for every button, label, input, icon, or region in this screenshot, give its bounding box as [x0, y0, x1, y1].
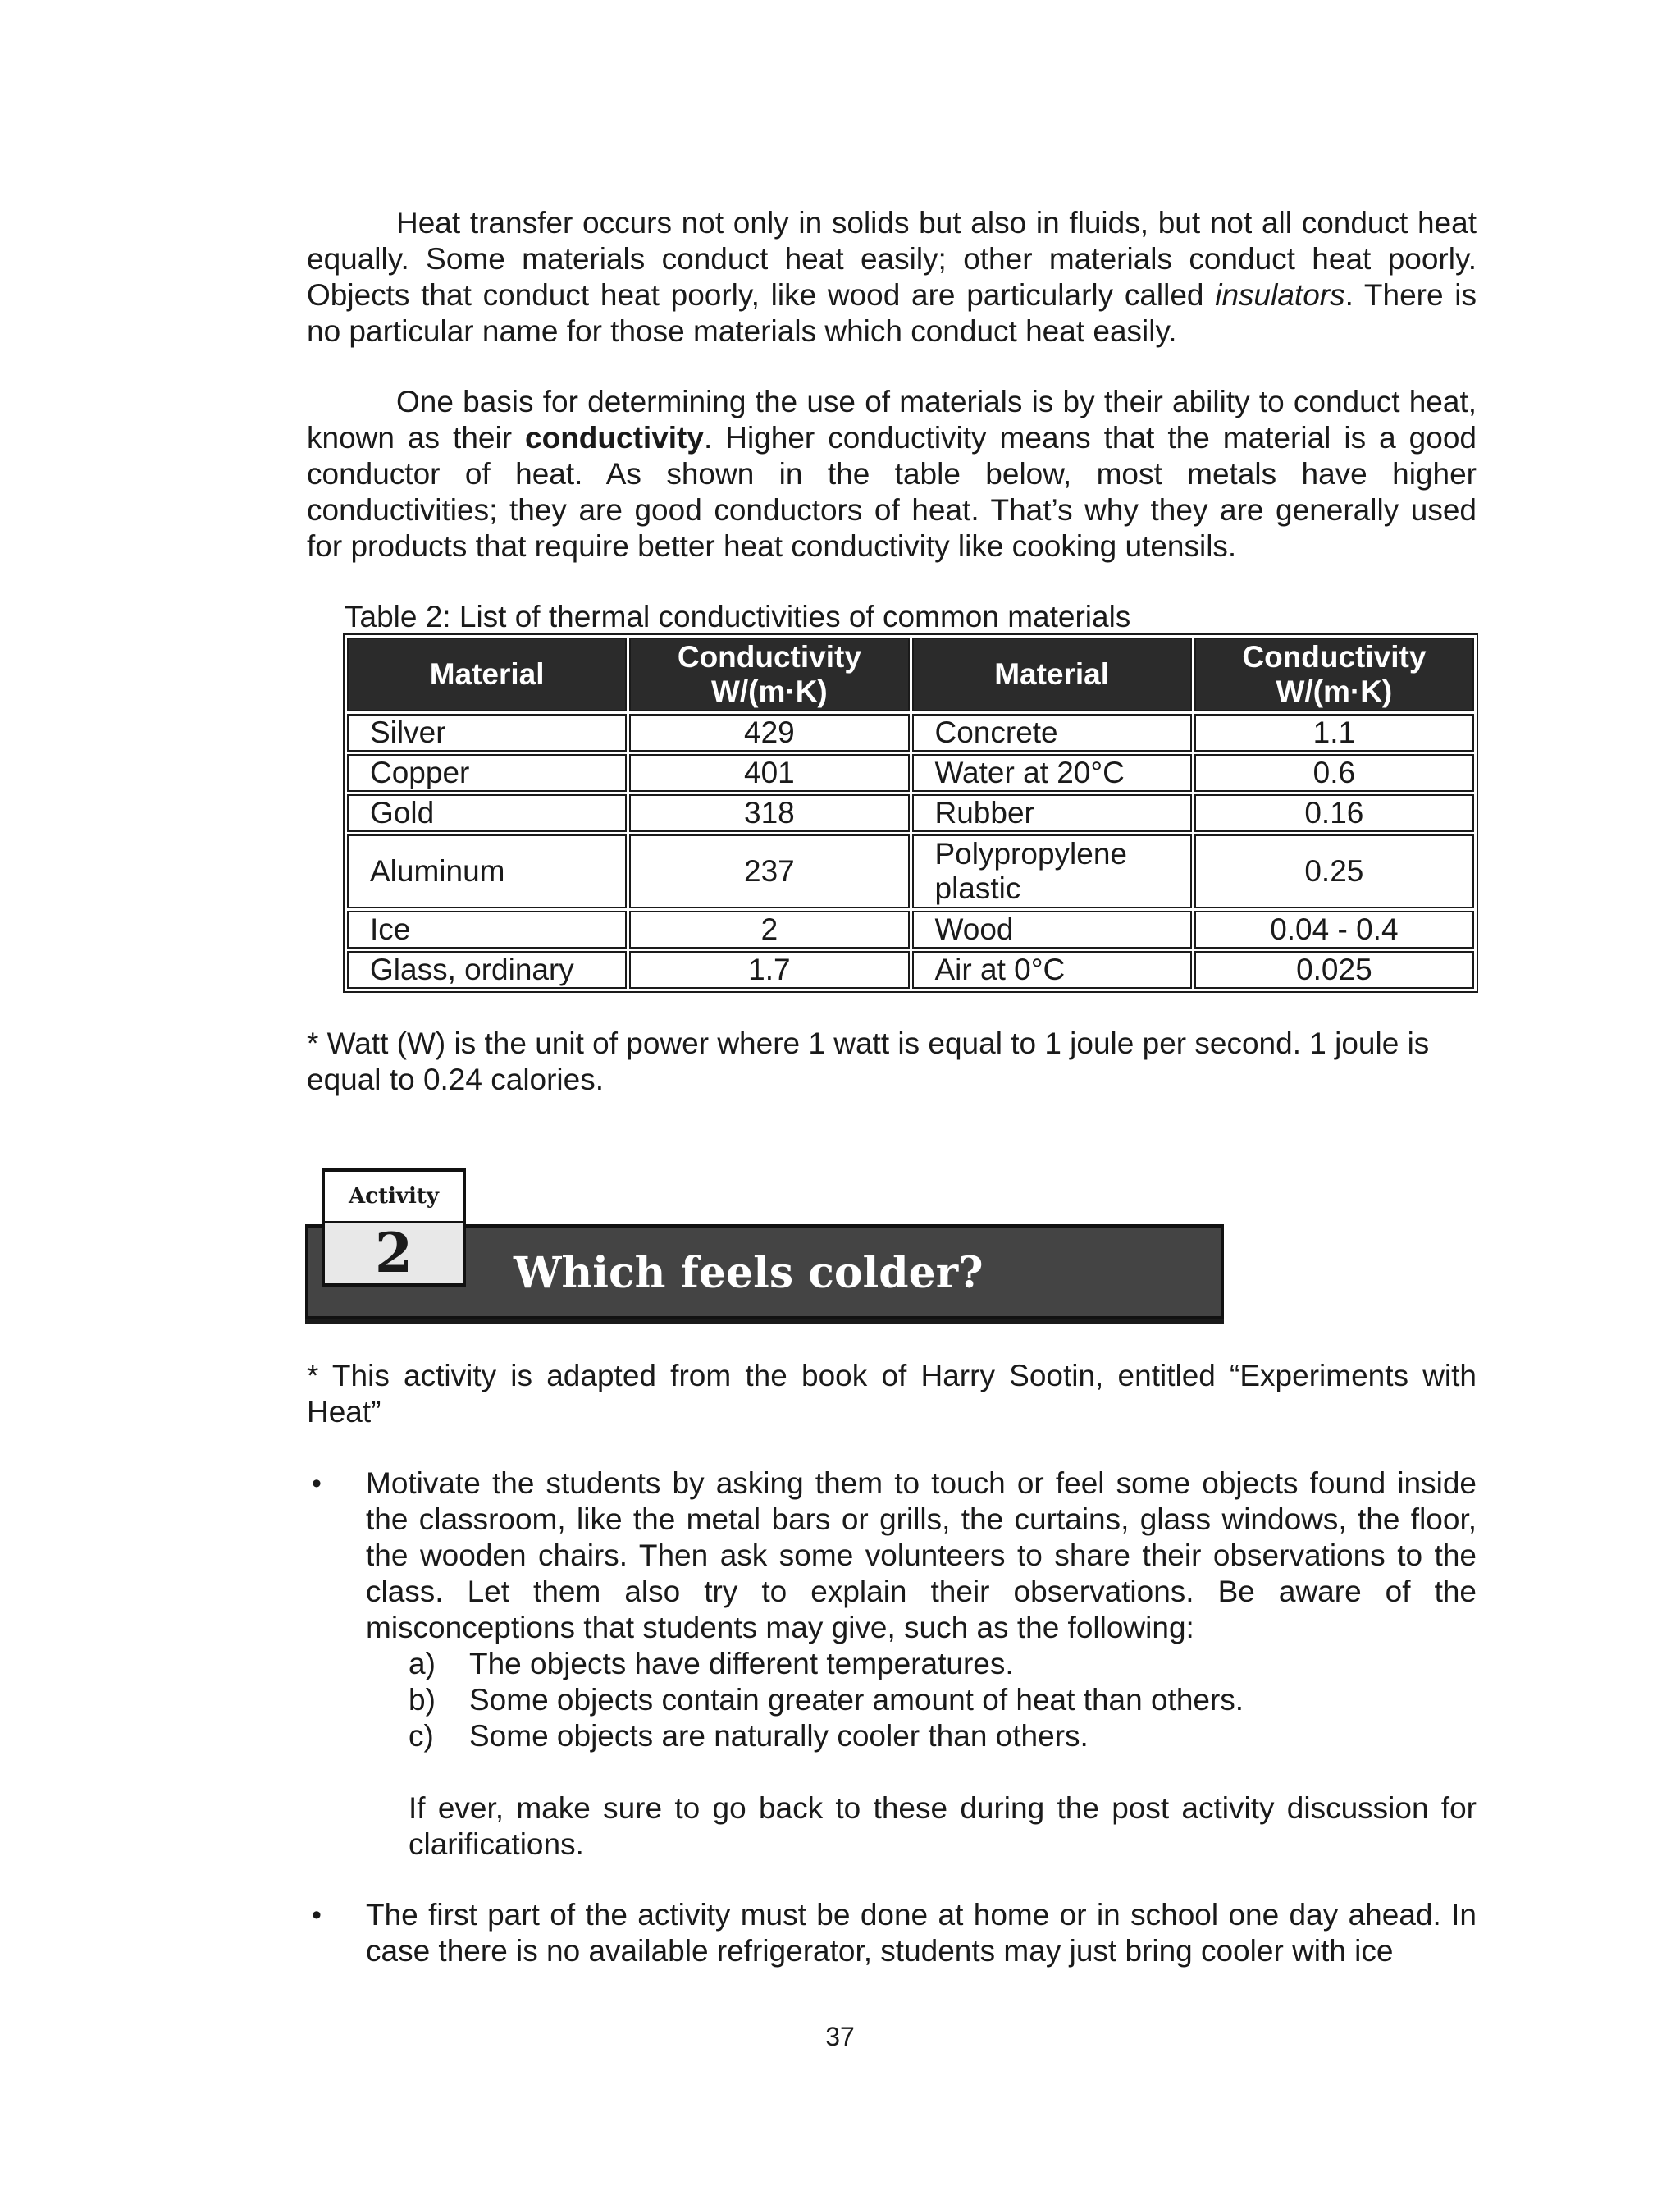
- conductivity-text-part2: . Higher conductivity means that the material is a good conductor of heat. As shown in the table below, most metals have higher conductivities; they are good conductors of heat. That’s why they are generally used for products that require better heat conductivity like cooking utensils.: [307, 421, 1477, 563]
- conductivity-cell: 318: [629, 794, 909, 832]
- table-row: [347, 911, 1474, 949]
- list-item-label: b): [409, 1683, 436, 1717]
- material-cell: Air at 0°C: [912, 951, 1192, 989]
- conductivity-cell: 0.04 - 0.4: [1194, 911, 1474, 949]
- conductivity-cell: 1.7: [629, 951, 909, 989]
- table-row: [347, 714, 1474, 752]
- material-cell: Concrete: [912, 714, 1192, 752]
- material-cell: Rubber: [912, 794, 1192, 832]
- list-item: [366, 1718, 1477, 1754]
- material-cell: [912, 834, 1192, 908]
- bullet-text: The first part of the activity must be done at home or in school one day ahead. In case there is no available refrigerator, students may just bring cooler with ice: [366, 1898, 1477, 1968]
- watt-footnote: * Watt (W) is the unit of power where 1 watt is equal to 1 joule per second. 1 joule is equal to 0.24 calories.: [307, 1026, 1430, 1096]
- conductivity-term: conductivity: [525, 421, 704, 455]
- table-row: [347, 794, 1474, 832]
- conductivity-cell: 429: [629, 714, 909, 752]
- adapted-note: * This activity is adapted from the book of Harry Sootin, entitled “Experiments with Heat”: [307, 1359, 1477, 1429]
- conductivity-cell: 0.025: [1194, 951, 1474, 989]
- material-cell: Ice: [347, 911, 627, 949]
- header-conductivity-2: [1194, 638, 1474, 711]
- material-cell: Glass, ordinary: [347, 951, 627, 989]
- list-item: [366, 1682, 1477, 1718]
- material-cell: Water at 20°C: [912, 754, 1192, 792]
- activity-banner: [305, 1168, 1227, 1324]
- list-item-label: c): [409, 1719, 434, 1753]
- list-item-label: a): [409, 1647, 436, 1680]
- activity-number: 2: [375, 1221, 413, 1285]
- conductivity-paragraph: [307, 384, 1477, 565]
- material-line-1: Polypropylene: [934, 837, 1127, 871]
- header-material-2: Material: [912, 638, 1192, 711]
- conductivity-cell: 0.6: [1194, 754, 1474, 792]
- activity-label: Activity: [325, 1172, 463, 1223]
- activity-number-box: [322, 1168, 466, 1287]
- discussion-note: If ever, make sure to go back to these during the post activity discussion for clarifications.: [409, 1791, 1477, 1861]
- header-conductivity-label: Conductivity: [1242, 640, 1427, 674]
- conductivity-cell: 401: [629, 754, 909, 792]
- bullet-text: Motivate the students by asking them to touch or feel some objects found inside the classroom, like the metal bars or grills, the curtains, glass windows, the floor, the wooden chairs. Then ask some volunteers to share their observations to the class. Let them also try to explain their observations. Be aware of the misconceptions that students may give, such as the following:: [366, 1466, 1477, 1644]
- material-cell: Wood: [912, 911, 1192, 949]
- intro-paragraph: [307, 205, 1477, 350]
- header-conductivity-label: Conductivity: [677, 640, 861, 674]
- bullet-item: [307, 1897, 1477, 1969]
- conductivity-text-part1: One basis for determining the use of materials is by their ability to conduct heat, known as their: [307, 385, 1477, 455]
- header-material-1: Material: [347, 638, 627, 711]
- bullet-icon: •: [312, 1468, 322, 1499]
- intro-text-part1: Heat transfer occurs not only in solids but also in fluids, but not all conduct heat equally. Some materials conduct heat easily; other materials conduct heat poorly. Objects that conduct heat poorly, like wood are particularly called: [307, 206, 1477, 312]
- list-item-text: The objects have different temperatures.: [469, 1647, 1014, 1680]
- header-conductivity-unit: W/(m·K): [1276, 674, 1393, 708]
- activity-title: Which feels colder?: [514, 1248, 984, 1298]
- table-row: [347, 834, 1474, 908]
- conductivity-cell: 0.16: [1194, 794, 1474, 832]
- conductivity-cell: 0.25: [1194, 834, 1474, 908]
- page-number: 37: [825, 2022, 855, 2051]
- insulators-term: insulators: [1215, 278, 1345, 312]
- bullet-item: [307, 1465, 1477, 1863]
- conductivity-table: [343, 633, 1478, 993]
- material-cell: Copper: [347, 754, 627, 792]
- table-caption: Table 2: List of thermal conductivities of common materials: [345, 600, 1131, 633]
- conductivity-cell: 1.1: [1194, 714, 1474, 752]
- conductivity-cell: 237: [629, 834, 909, 908]
- material-cell: Silver: [347, 714, 627, 752]
- misconception-list: [366, 1646, 1477, 1754]
- conductivity-cell: 2: [629, 911, 909, 949]
- intro-text-part2: . There is no particular name for those materials which conduct heat easily.: [307, 278, 1477, 348]
- list-item-text: Some objects contain greater amount of heat than others.: [469, 1683, 1244, 1717]
- table-row: [347, 754, 1474, 792]
- list-item: [366, 1646, 1477, 1682]
- bullet-icon: •: [312, 1900, 322, 1931]
- material-cell: Aluminum: [347, 834, 627, 908]
- header-conductivity-unit: W/(m·K): [710, 674, 828, 708]
- list-item-text: Some objects are naturally cooler than others.: [469, 1719, 1089, 1753]
- header-conductivity-1: [629, 638, 909, 711]
- material-cell: Gold: [347, 794, 627, 832]
- table-header-row: [347, 638, 1474, 711]
- material-line-2: plastic: [934, 871, 1021, 905]
- table-row: [347, 951, 1474, 989]
